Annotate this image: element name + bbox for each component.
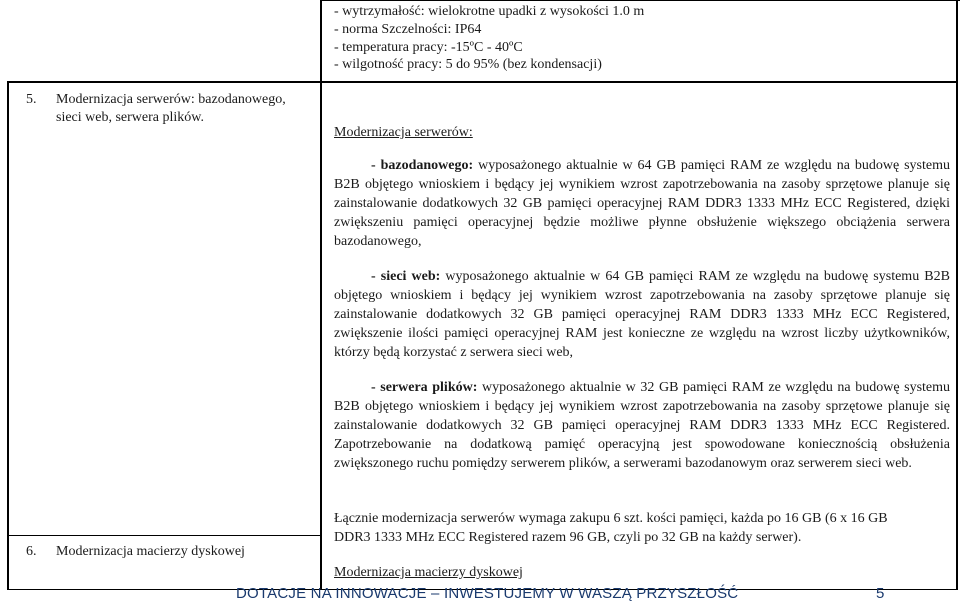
spec-line: - wytrzymałość: wielokrotne upadki z wysokości 1.0 m [334,4,645,19]
table-top-border [321,0,960,1]
paragraph-text: wyposażonego aktualnie w 32 GB pamięci RAM ze względu na budowę systemu B2B objętego wnioskiem i będący jej wynikiem wzrost zapotrzebowania na zasoby sprzętowe planuje się zainstalowanie dodatkowych 32 GB pamięci operacyjnej RAM DDR3 1333 MHz ECC Registered. Zapotrzebowanie na dodatkową pamięć operacyjną jest spowodowane koniecznością obsłużenia zwiększonego ruchu pomiędzy serwerem plików, a serwerami bazodanowym oraz serwerem sieci web. [334,380,951,471]
paragraph-sieci-web [334,267,950,362]
table-row-divider-top [7,81,958,83]
paragraph-text: wyposażonego aktualnie w 64 GB pamięci RAM ze względu na budowę systemu B2B objętego wnioskiem i będący jej wynikiem wzrost zapotrzebowania na zasoby sprzętowe planuje się zainstalowanie dodatkowych 32 GB pamięci operacyjnej RAM DDR3 1333 MHz ECC Registered, zwiększenie ilości pamięci operacyjnej RAM jest konieczne ze względu na wzrost liczby użytkowników, którzy będą korzystać z serwera sieci web, [334,269,950,360]
spec-line: - wilgotność pracy: 5 do 95% (bez kondensacji) [334,57,602,72]
paragraph-label: - serwera plików: [371,380,478,395]
paragraph-label: - sieci web: [371,269,441,284]
paragraph-serwer-plikow [334,378,950,473]
row6-title: Modernizacja macierzy dyskowej [56,544,245,559]
paragraph-label: - bazodanowego: [371,158,474,173]
footer-slogan: DOTACJE NA INNOWACJE – INWESTUJEMY W WASZĄ PRZYSZŁOŚĆ [236,585,739,602]
summary-paragraph [334,509,924,547]
row5-title-line1: Modernizacja serwerów: bazodanowego, [56,92,286,107]
table-row-divider-row6 [7,535,322,536]
table-left-border [7,82,9,590]
row6-number: 6. [26,544,37,559]
paragraph-bazodanowy [334,156,950,251]
page-number: 5 [876,585,885,602]
row6-heading: Modernizacja macierzy dyskowej [334,565,523,580]
paragraph-text: wyposażonego aktualnie w 64 GB pamięci RAM ze względu na budowę systemu B2B objętego wnioskiem i będący jej wynikiem wzrost zapotrzebowania na zasoby sprzętowe planuje się zainstalowanie dodatkowych 32 GB pamięci operacyjnej RAM DDR3 1333 MHz ECC Registered, dzięki zwiększeniu pamięci operacyjnej będzie możliwe płynne obsłużenie większego obciążenia serwera bazodanowego, [334,158,950,249]
table-right-border [956,0,958,590]
table-column-divider [320,0,322,590]
row5-title-line2: sieci web, serwera plików. [56,110,204,125]
row5-number: 5. [26,92,37,107]
spec-line: - norma Szczelności: IP64 [334,22,482,37]
summary-text: Łącznie modernizacja serwerów wymaga zakupu 6 szt. kości pamięci, każda po 16 GB (6 x 16 GB DDR3 1333 MHz ECC Registered razem 96 GB, czyli po 32 GB na każdy serwer). [334,511,888,545]
spec-line: - temperatura pracy: -15ºC - 40ºC [334,40,523,55]
row5-heading: Modernizacja serwerów: [334,125,473,140]
